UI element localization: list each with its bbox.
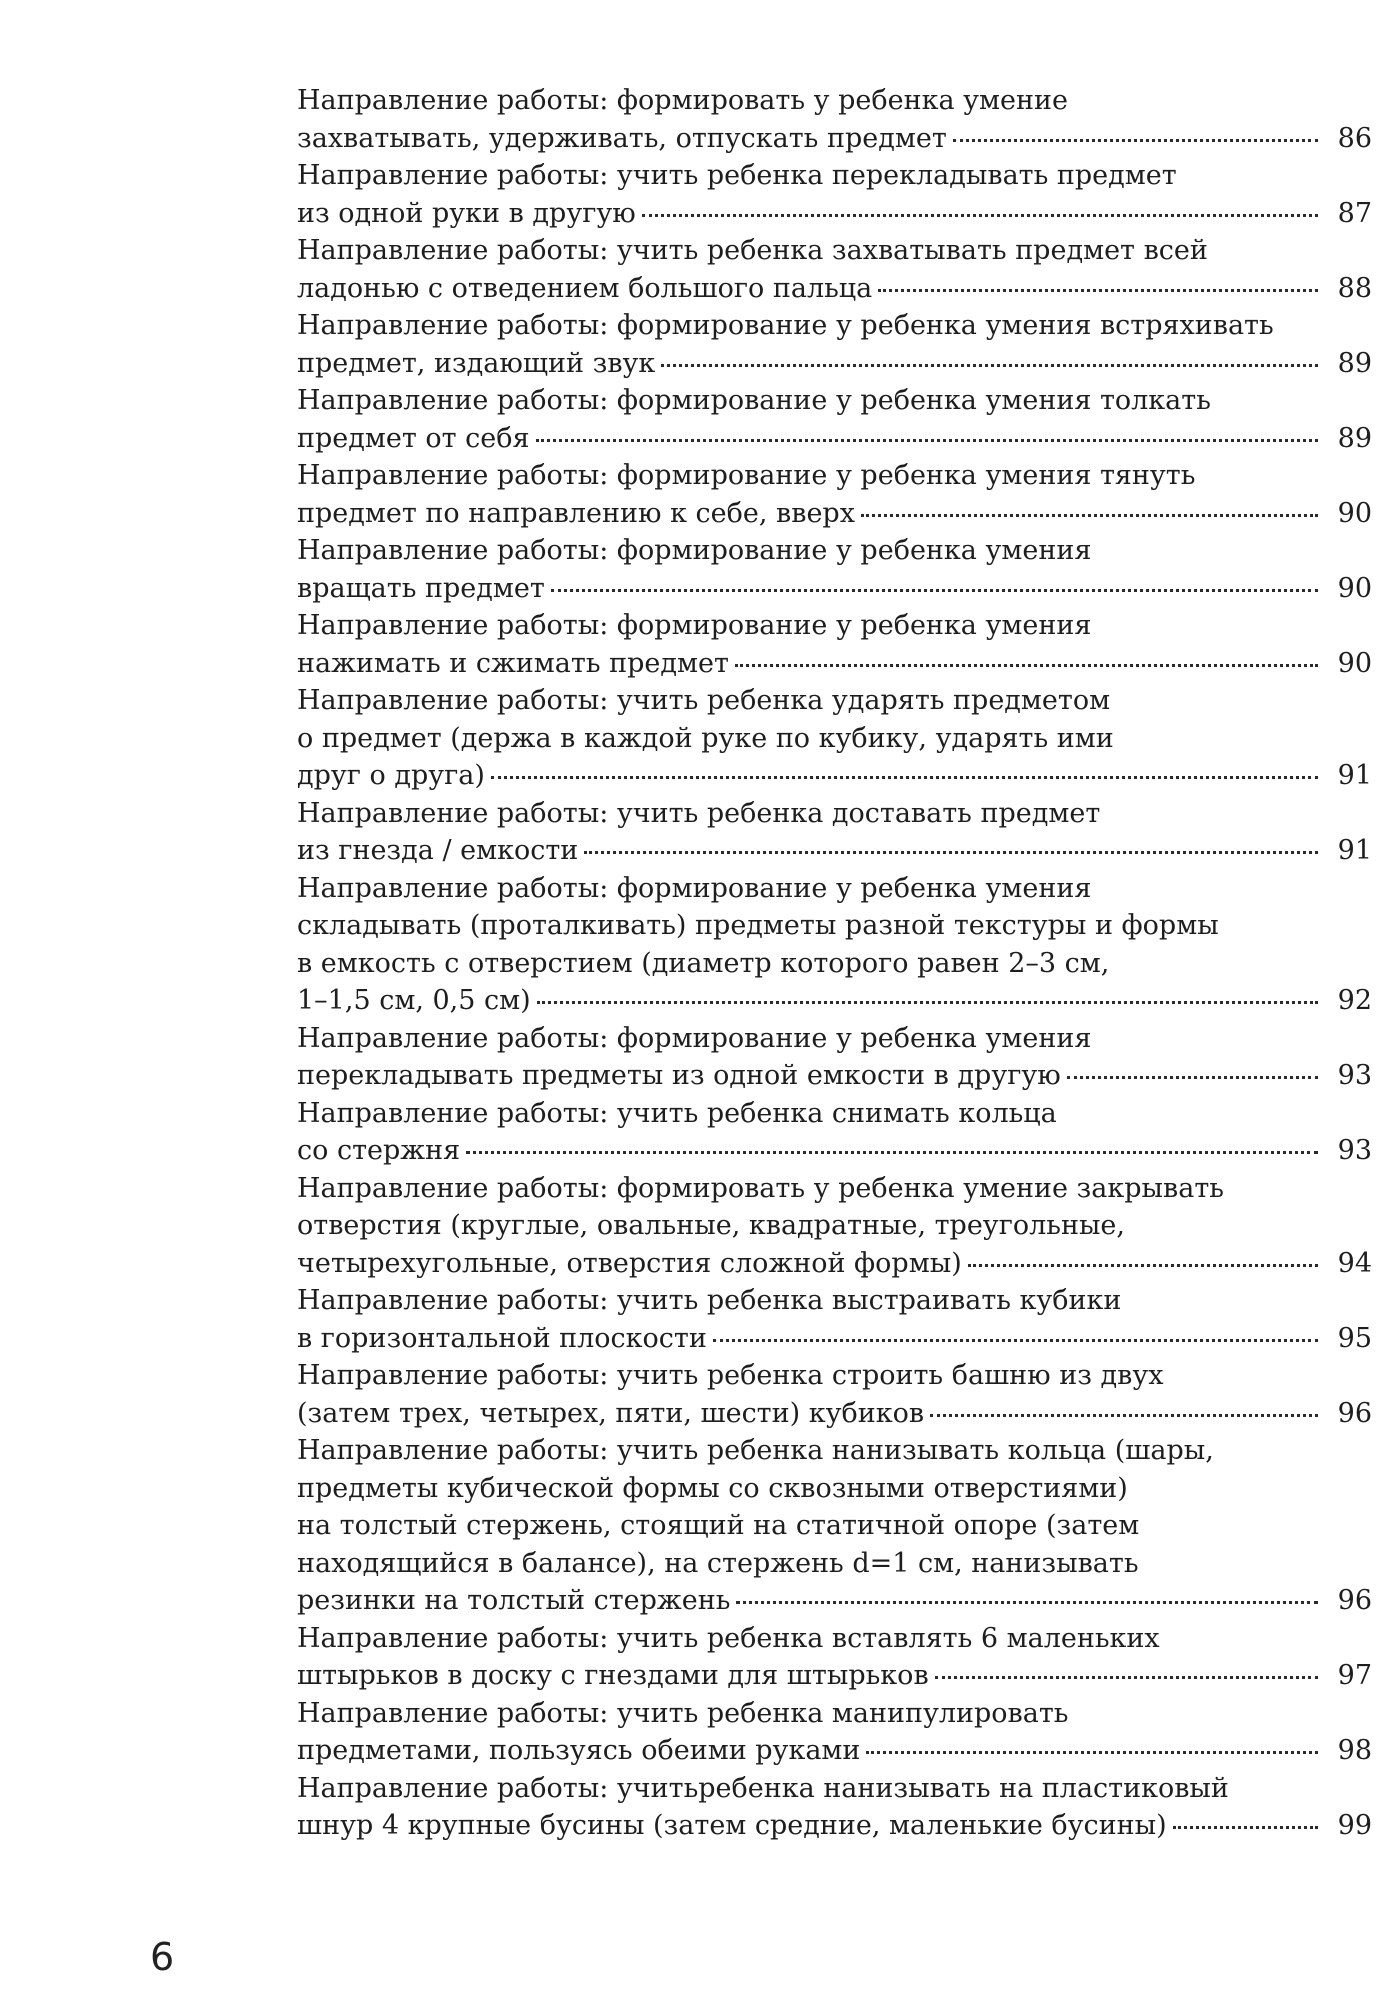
toc-page-number: 98 [1337,1735,1372,1766]
toc-page-number: 90 [1337,572,1372,604]
toc-entry[interactable] [297,157,1372,232]
toc-entry-line: со стержня [297,1135,461,1166]
dot-leader [537,1001,1318,1004]
toc-entry-line: шнур 4 крупные бусины (затем средние, маленькие бусины) [297,1810,1167,1841]
toc-entry-line: Направление работы: формирование у ребенка умения толкать [297,385,1211,416]
toc-entry-line: нажимать и сжимать предмет [297,647,729,679]
toc-entry-line: Направление работы: формирование у ребенка умения [297,872,1092,904]
toc-page-number: 94 [1337,1247,1372,1279]
toc-entry-line: отверстия (круглые, овальные, квадратные, треугольные, [297,1210,1125,1241]
toc-page-number: 92 [1337,985,1372,1016]
toc-page-number: 89 [1337,347,1372,379]
dot-leader [1173,1826,1318,1829]
dot-leader [713,1339,1318,1342]
dot-leader [466,1151,1318,1154]
toc-entry-line: предмет от себя [297,422,530,454]
dot-leader [861,514,1318,517]
toc-page-number: 89 [1337,422,1372,454]
toc-entry[interactable] [297,870,1372,1020]
toc-entry[interactable] [297,1695,1372,1770]
toc-entry-line: Направление работы: учить ребенка манипулировать [297,1697,1069,1729]
toc-page-number: 93 [1337,1060,1372,1091]
toc-entry-line: Направление работы: формирование у ребенка умения [297,1022,1092,1054]
toc-entry-line: Направление работы: учить ребенка снимать кольца [297,1097,1057,1129]
toc-entry[interactable] [297,1357,1372,1432]
toc-page-number: 96 [1337,1397,1372,1429]
toc-entry-line: на толстый стержень, стоящий на статичной опоре (затем [297,1510,1140,1541]
toc-entry-last-line [297,420,1372,458]
toc-entry[interactable] [297,1020,1372,1095]
dot-leader [1067,1076,1318,1079]
toc-entry-last-line [297,757,1372,795]
toc-entry-line: перекладывать предметы из одной емкости в другую [297,1060,1061,1091]
dot-leader [968,1264,1318,1267]
dot-leader [736,1601,1318,1604]
toc-entry[interactable] [297,682,1372,795]
toc-entry[interactable] [297,382,1372,457]
dot-leader [536,439,1318,442]
toc-entry-line: из гнезда / емкости [297,835,579,866]
toc-entry-line: Направление работы: формирование у ребенка умения встряхивать [297,310,1274,341]
toc-entry-line: из одной руки в другую [297,197,636,229]
dot-leader [878,289,1318,292]
table-of-contents [297,82,1372,1845]
dot-leader [866,1751,1318,1754]
toc-page-number: 99 [1337,1810,1372,1841]
toc-entry-last-line [297,195,1372,233]
toc-entry[interactable] [297,1770,1372,1845]
toc-entry[interactable] [297,1432,1372,1620]
toc-entry[interactable] [297,82,1372,157]
toc-entry-line: Направление работы: учить ребенка доставать предмет [297,797,1101,829]
toc-entry-line: в емкость с отверстием (диаметр которого равен 2–3 см, [297,947,1110,979]
dot-leader [584,851,1318,854]
toc-entry-last-line [297,1057,1372,1095]
toc-entry-last-line [297,645,1372,683]
toc-entry-line: (затем трех, четырех, пяти, шести) кубиков [297,1397,925,1429]
toc-entry-line: Направление работы: формирование у ребенка умения [297,535,1092,566]
toc-entry-last-line [297,1245,1372,1283]
toc-page-number: 96 [1337,1585,1372,1616]
toc-entry-line: предмет, издающий звук [297,347,656,379]
toc-entry-line: Направление работы: формирование у ребенка умения [297,610,1092,641]
toc-entry[interactable] [297,1282,1372,1357]
dot-leader [661,364,1318,367]
toc-entry-last-line [297,1320,1372,1358]
toc-entry-line: Направление работы: учить ребенка перекладывать предмет [297,160,1177,191]
toc-page-number: 91 [1337,835,1372,866]
toc-entry-line: Направление работы: учить ребенка выстраивать кубики [297,1285,1122,1316]
toc-entry-line: складывать (проталкивать) предметы разной текстуры и формы [297,910,1219,941]
toc-entry-line: захватывать, удерживать, отпускать предмет [297,122,947,154]
toc-entry-last-line [297,495,1372,533]
toc-page-number: 88 [1337,272,1372,304]
toc-entry-line: предметы кубической формы со сквозными отверстиями) [297,1472,1128,1504]
toc-entry-line: 1–1,5 см, 0,5 см) [297,985,531,1016]
toc-page-number: 86 [1337,122,1372,154]
toc-entry[interactable] [297,532,1372,607]
toc-entry-line: Направление работы: формирование у ребенка умения тянуть [297,460,1196,491]
toc-entry-last-line [297,345,1372,383]
toc-page-number: 90 [1337,497,1372,529]
dot-leader [930,1414,1318,1417]
dot-leader [953,139,1318,142]
toc-entry[interactable] [297,1620,1372,1695]
toc-entry-last-line [297,982,1372,1020]
toc-entry-line: Направление работы: формировать у ребенка умение закрывать [297,1172,1224,1204]
toc-page-number: 97 [1337,1660,1372,1691]
toc-entry[interactable] [297,307,1372,382]
toc-entry-line: ладонью с отведением большого пальца [297,272,873,304]
dot-leader [491,776,1318,779]
toc-entry-line: Направление работы: учитьребенка нанизывать на пластиковый [297,1772,1229,1804]
toc-entry[interactable] [297,457,1372,532]
dot-leader [735,664,1318,667]
toc-entry-line: в горизонтальной плоскости [297,1322,707,1354]
page-number: 6 [150,1935,175,1979]
toc-entry-last-line [297,1732,1372,1770]
toc-entry-line: Направление работы: учить ребенка нанизывать кольца (шары, [297,1435,1214,1466]
toc-entry-last-line [297,270,1372,308]
toc-entry-line: Направление работы: учить ребенка ударять предметом [297,685,1111,716]
toc-entry-line: предметами, пользуясь обеими руками [297,1735,861,1766]
toc-entry-last-line [297,120,1372,158]
toc-entry-line: Направление работы: учить ребенка вставлять 6 маленьких [297,1622,1160,1654]
toc-entry-last-line [297,1132,1372,1170]
toc-entry-line: штырьков в доску с гнездами для штырьков [297,1660,929,1691]
toc-entry-last-line [297,1657,1372,1695]
toc-entry[interactable] [297,1095,1372,1170]
dot-leader [935,1676,1318,1679]
dot-leader [551,589,1318,592]
toc-entry-line: предмет по направлению к себе, вверх [297,497,855,529]
toc-entry-last-line [297,1395,1372,1433]
toc-entry[interactable] [297,795,1372,870]
toc-entry-line: Направление работы: формировать у ребенка умение [297,85,1068,116]
toc-entry-last-line [297,832,1372,870]
toc-entry[interactable] [297,607,1372,682]
toc-entry-last-line [297,1807,1372,1845]
toc-entry[interactable] [297,232,1372,307]
toc-entry-line: Направление работы: учить ребенка захватывать предмет всей [297,235,1208,266]
toc-entry-line: находящийся в балансе), на стержень d=1 см, нанизывать [297,1547,1139,1579]
toc-page-number: 87 [1337,197,1372,229]
toc-entry-line: о предмет (держа в каждой руке по кубику, ударять ими [297,722,1114,754]
toc-entry-line: четырехугольные, отверстия сложной формы) [297,1247,962,1279]
toc-page-number: 93 [1337,1135,1372,1166]
toc-page-number: 90 [1337,647,1372,679]
toc-page-number: 95 [1337,1322,1372,1354]
toc-entry-line: Направление работы: учить ребенка строить башню из двух [297,1360,1164,1391]
toc-entry[interactable] [297,1170,1372,1283]
toc-entry-last-line [297,1582,1372,1620]
toc-entry-last-line [297,570,1372,608]
toc-entry-line: резинки на толстый стержень [297,1585,731,1616]
dot-leader [642,214,1318,217]
toc-entry-line: друг о друга) [297,760,485,791]
toc-page-number: 91 [1337,760,1372,791]
toc-entry-line: вращать предмет [297,572,545,604]
